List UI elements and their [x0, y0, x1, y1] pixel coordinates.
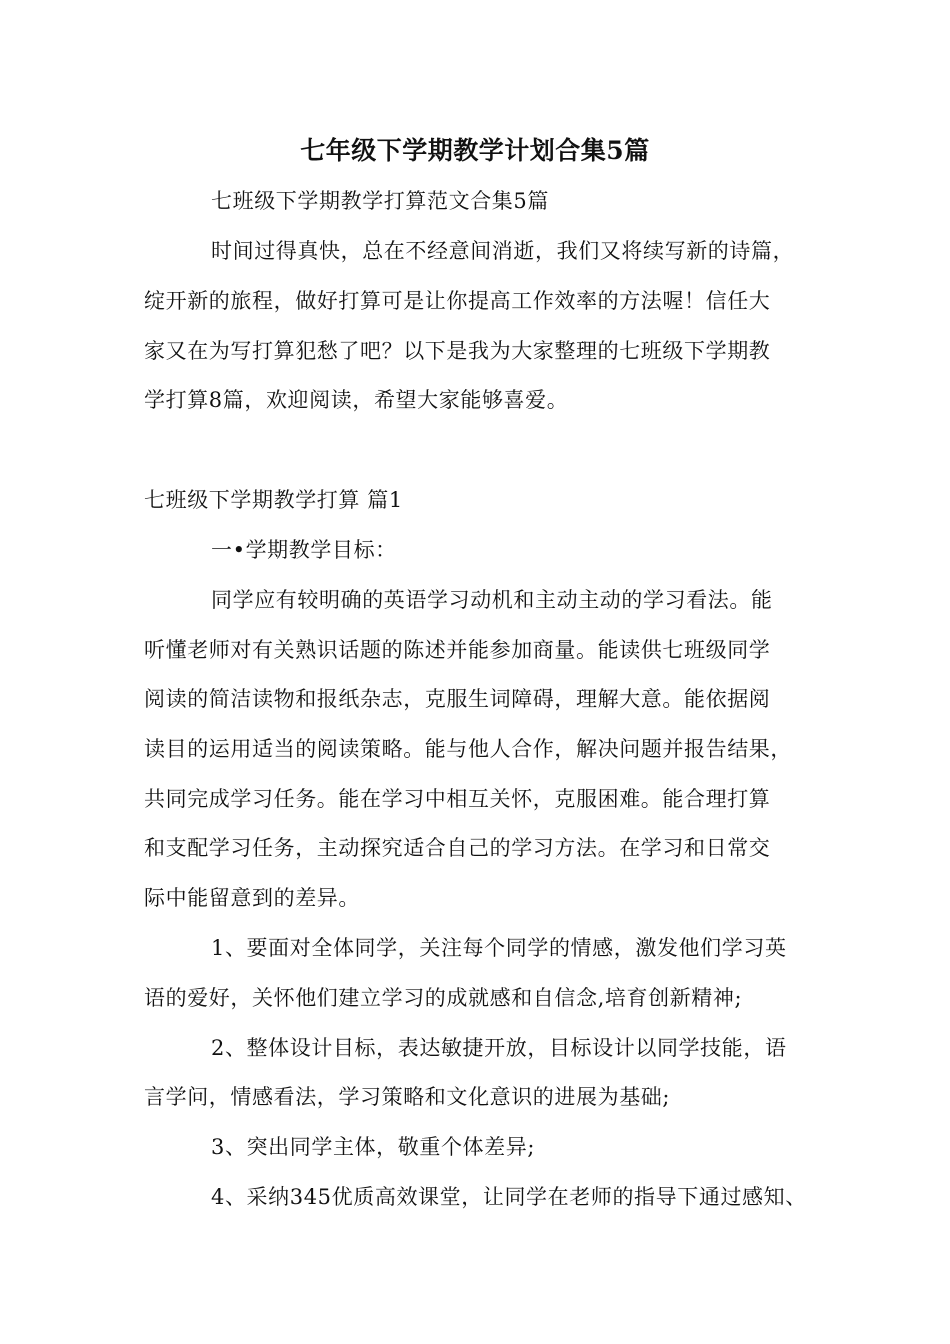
- goal-line: 共同完成学习任务。能在学习中相互关怀，克服困难。能合理打算: [144, 787, 771, 811]
- subsection-heading: 一•学期教学目标：: [211, 538, 397, 562]
- goal-line: 际中能留意到的差异。: [144, 886, 360, 910]
- intro-line: 家又在为写打算犯愁了吧？以下是我为大家整理的七班级下学期教: [144, 339, 771, 363]
- list-item-4-line: 4、采纳345优质高效课堂，让同学在老师的指导下通过感知、: [211, 1185, 807, 1209]
- list-item-2-line: 2、整体设计目标，表达敏捷开放，目标设计以同学技能，语: [211, 1036, 787, 1060]
- intro-line: 学打算8篇，欢迎阅读，希望大家能够喜爱。: [144, 388, 569, 412]
- document-title: 七年级下学期教学计划合集5篇: [300, 136, 650, 165]
- section-heading: 七班级下学期教学打算 篇1: [144, 488, 403, 512]
- goal-line: 和支配学习任务，主动探究适合自己的学习方法。在学习和日常交: [144, 836, 771, 860]
- intro-line: 绽开新的旅程，做好打算可是让你提高工作效率的方法喔！信任大: [144, 289, 771, 313]
- goal-line: 读目的运用适当的阅读策略。能与他人合作，解决问题并报告结果，: [144, 737, 792, 761]
- list-item-1-line: 1、要面对全体同学，关注每个同学的情感，激发他们学习英: [211, 936, 787, 960]
- goal-line: 同学应有较明确的英语学习动机和主动主动的学习看法。能: [211, 588, 773, 612]
- document-subtitle: 七班级下学期教学打算范文合集5篇: [211, 189, 549, 213]
- goal-line: 阅读的简洁读物和报纸杂志，克服生词障碍，理解大意。能依据阅: [144, 687, 771, 711]
- list-item-1-line: 语的爱好，关怀他们建立学习的成就感和自信念,培育创新精神;: [144, 986, 743, 1010]
- list-item-3-line: 3、突出同学主体，敬重个体差异;: [211, 1135, 536, 1159]
- intro-line: 时间过得真快，总在不经意间消逝，我们又将续写新的诗篇，: [211, 239, 795, 263]
- goal-line: 听懂老师对有关熟识话题的陈述并能参加商量。能读供七班级同学: [144, 638, 771, 662]
- list-item-2-line: 言学问，情感看法，学习策略和文化意识的进展为基础;: [144, 1085, 671, 1109]
